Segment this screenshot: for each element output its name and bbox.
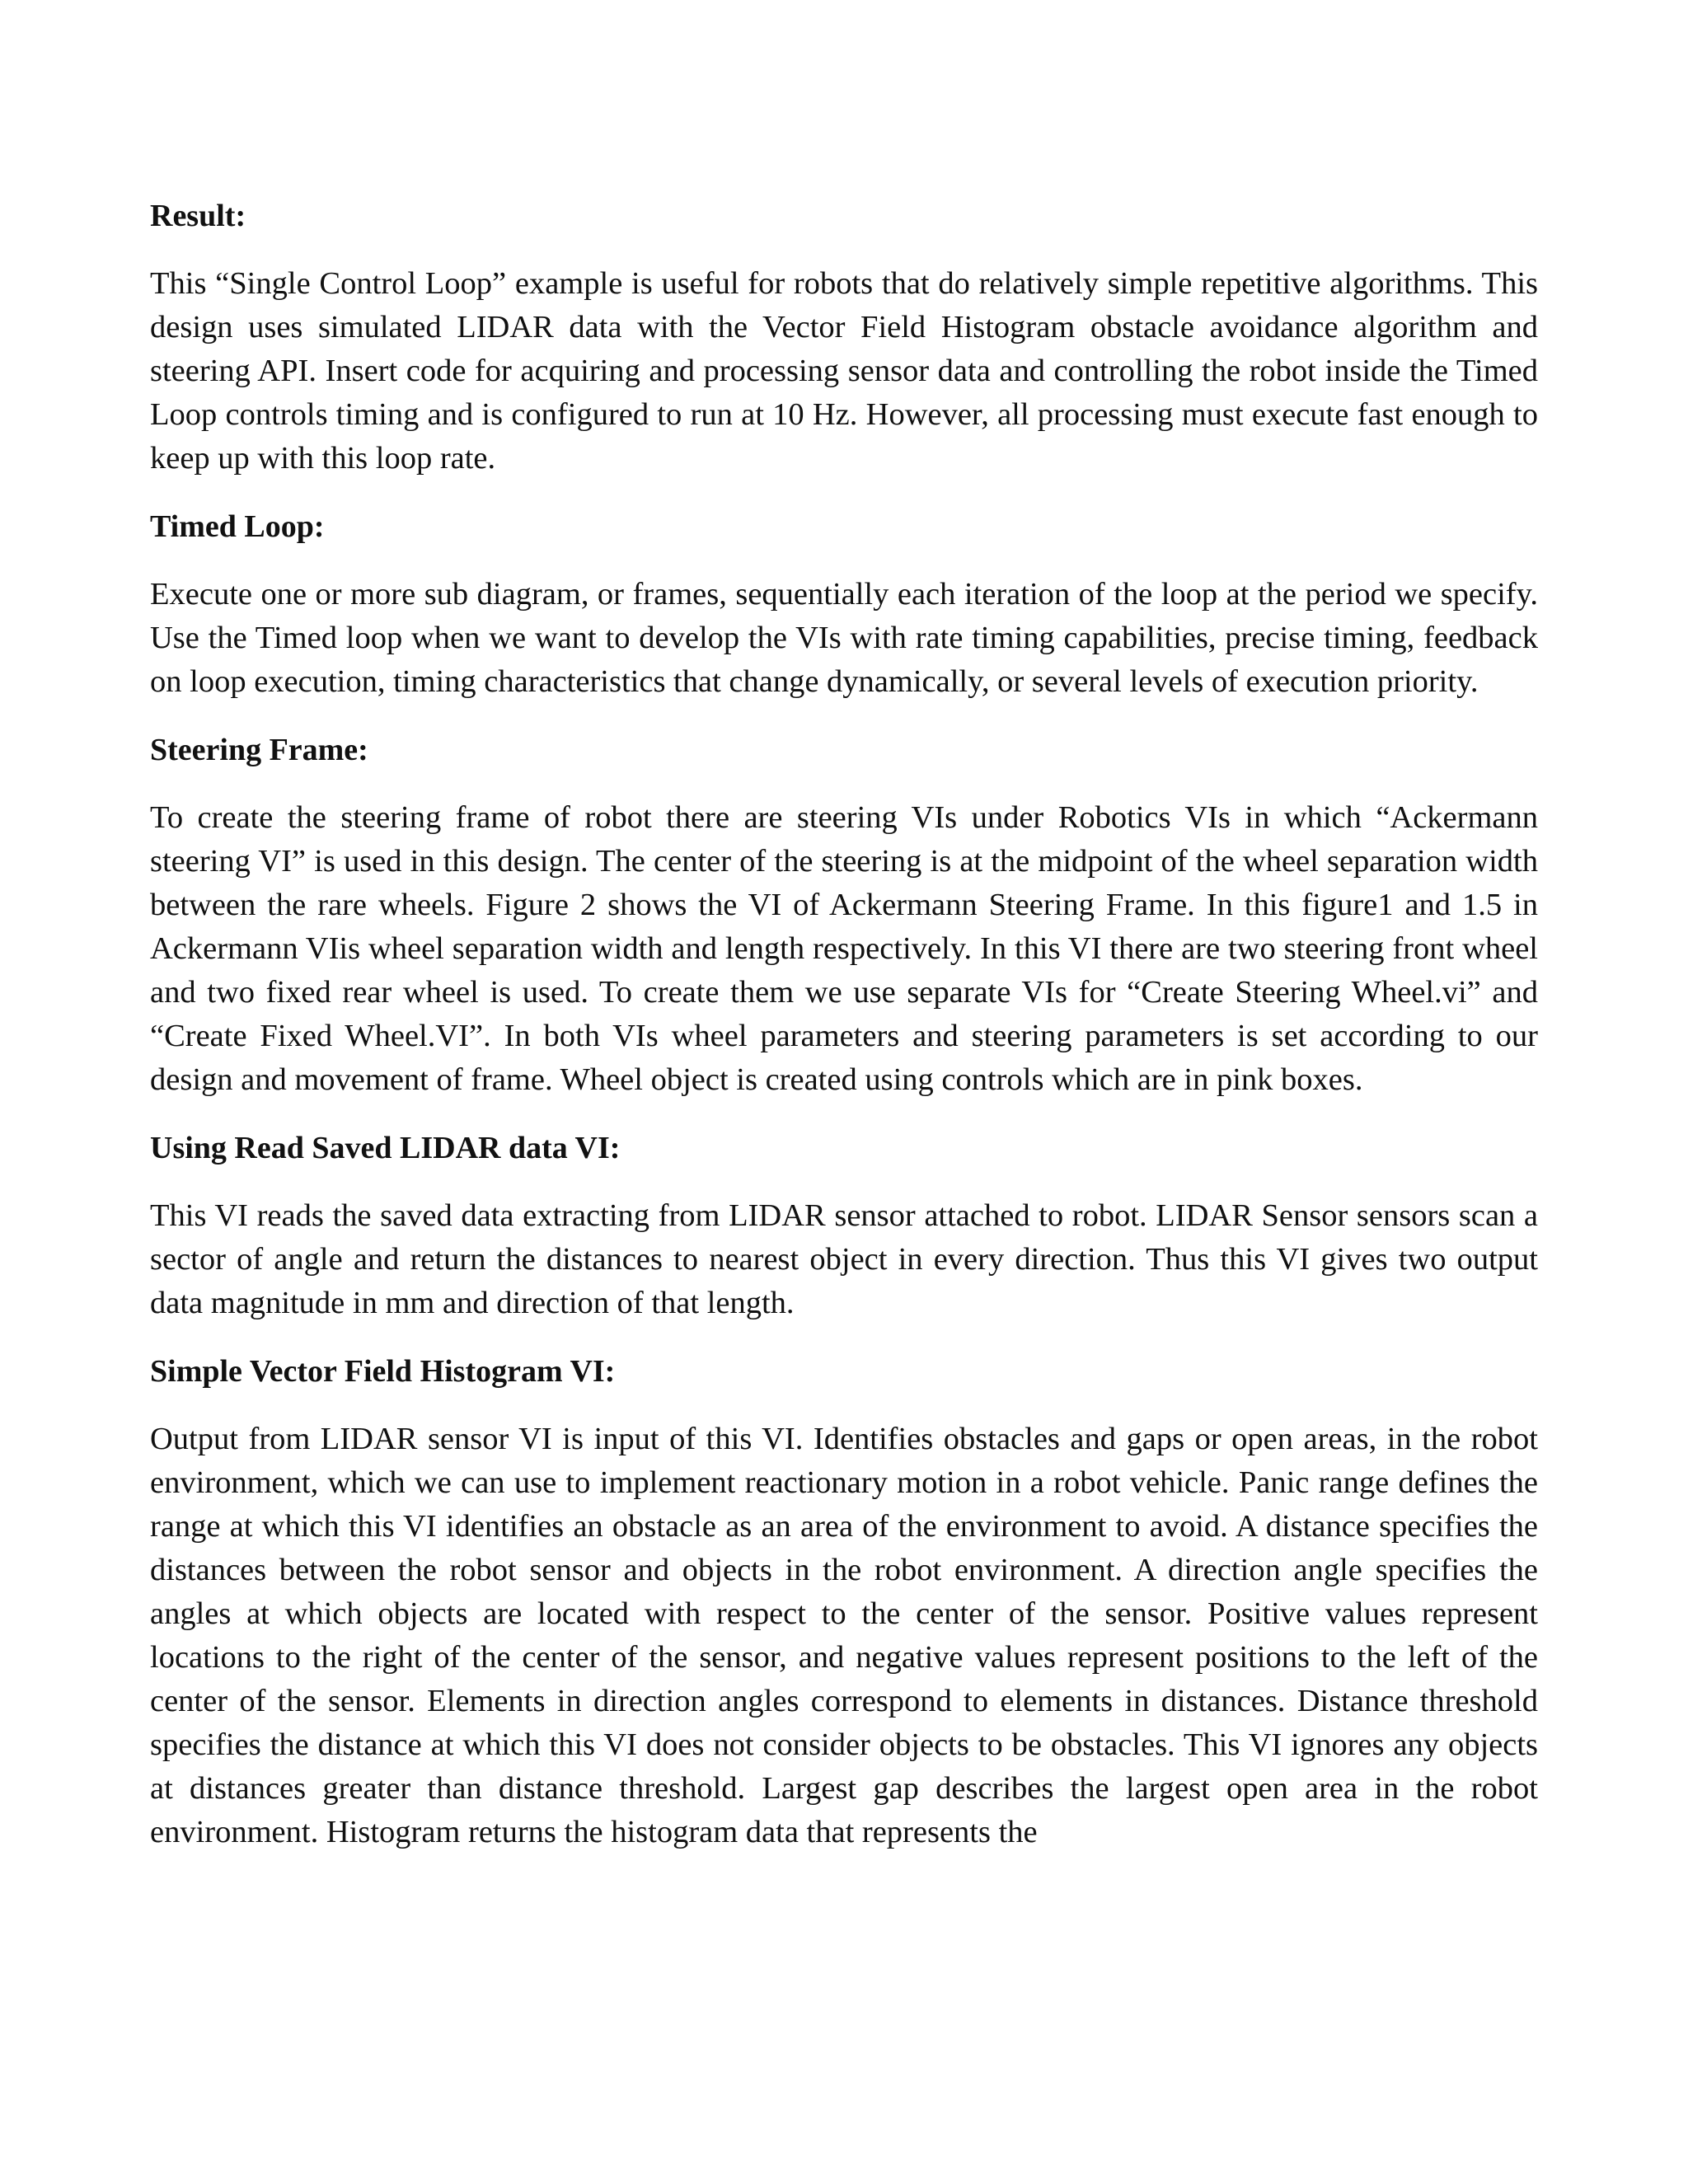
section-paragraph-steering-frame: To create the steering frame of robot there are steering VIs under Robotics VIs in which “Ackermann steering VI” is used in this design. The center of the steering is at the midpoint of the wheel separation width between the rare wheels. Figure 2 shows the VI of Ackermann Steering Frame. In this figure1 and 1.5 in Ackermann VIis wheel separation width and length respectively. In this VI there are two steering front wheel and two fixed rear wheel is used. To create them we use separate VIs for “Create Steering Wheel.vi” and “Create Fixed Wheel.VI”. In both VIs wheel parameters and steering parameters is set according to our design and movement of frame. Wheel object is created using controls which are in pink boxes. bbox=[150, 800, 1538, 1097]
section-paragraph-result: This “Single Control Loop” example is useful for robots that do relatively simple repetitive algorithms. This design uses simulated LIDAR data with the Vector Field Histogram obstacle avoidance algorithm and steering API. Insert code for acquiring and processing sensor data and controlling the robot inside the Timed Loop controls timing and is configured to run at 10 Hz. However, all processing must execute fast enough to keep up with this loop rate. bbox=[150, 266, 1538, 476]
section-read-saved-lidar bbox=[150, 1127, 1538, 1325]
section-heading-result: Result: bbox=[150, 199, 246, 233]
section-result bbox=[150, 194, 1538, 480]
section-heading-steering-frame: Steering Frame: bbox=[150, 733, 368, 767]
section-heading-timed-loop: Timed Loop: bbox=[150, 509, 325, 544]
section-timed-loop bbox=[150, 505, 1538, 704]
section-paragraph-read-saved-lidar: This VI reads the saved data extracting from LIDAR sensor attached to robot. LIDAR Sensor sensors scan a sector of angle and return the distances to nearest object in every direction. Thus this VI gives two output data magnitude in mm and direction of that length. bbox=[150, 1198, 1538, 1320]
section-heading-read-saved-lidar: Using Read Saved LIDAR data VI: bbox=[150, 1131, 621, 1165]
section-steering-frame bbox=[150, 729, 1538, 1102]
section-vector-field-histogram bbox=[150, 1350, 1538, 1854]
section-heading-vector-field-histogram: Simple Vector Field Histogram VI: bbox=[150, 1354, 616, 1389]
section-paragraph-vector-field-histogram: Output from LIDAR sensor VI is input of this VI. Identifies obstacles and gaps or open areas, in the robot environment, which we can use to implement reactionary motion in a robot vehicle. Panic range defines the range at which this VI identifies an obstacle as an area of the environment to avoid. A distance specifies the distances between the robot sensor and objects in the robot environment. A direction angle specifies the angles at which objects are located with respect to the center of the sensor. Positive values represent locations to the right of the center of the sensor, and negative values represent positions to the left of the center of the sensor. Elements in direction angles correspond to elements in distances. Distance threshold specifies the distance at which this VI does not consider objects to be obstacles. This VI ignores any objects at distances greater than distance threshold. Largest gap describes the largest open area in the robot environment. Histogram returns the histogram data that represents the bbox=[150, 1422, 1538, 1849]
section-paragraph-timed-loop: Execute one or more sub diagram, or frames, sequentially each iteration of the loop at the period we specify. Use the Timed loop when we want to develop the VIs with rate timing capabilities, precise timing, feedback on loop execution, timing characteristics that change dynamically, or several levels of execution priority. bbox=[150, 577, 1538, 699]
